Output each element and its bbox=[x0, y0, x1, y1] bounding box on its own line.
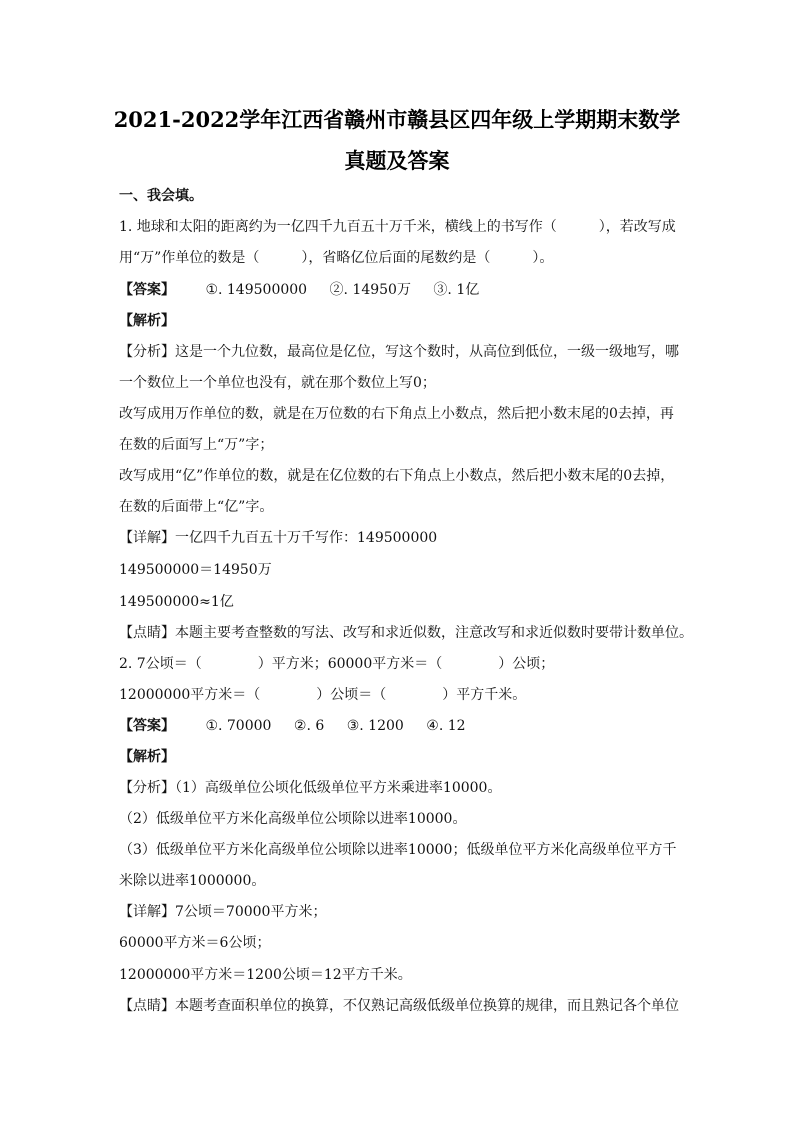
question-1-comment: 【点睛】本题主要考查整数的写法、改写和求近似数，注意改写和求近似数时要带计数单位。 bbox=[119, 625, 693, 641]
answer-item: ②. 6 bbox=[293, 718, 325, 734]
question-1-line-2: 用“万”作单位的数是（ ），省略亿位后面的尾数约是（ ）。 bbox=[119, 250, 554, 266]
question-1-fenxi-line-2: 一个数位上一个单位也没有，就在那个数位上写0； bbox=[119, 375, 436, 391]
answer-item: ①. 149500000 bbox=[205, 282, 308, 298]
question-1-line-1: 1. 地球和太阳的距离约为一亿四千九百五十万千米，横线上的书写作（ ），若改写成 bbox=[119, 219, 676, 235]
section-heading: 一、我会填。 bbox=[119, 188, 203, 204]
question-1-analysis-label: 【解析】 bbox=[119, 313, 175, 329]
answer-label: 【答案】 bbox=[119, 718, 175, 734]
document-title-line-1: 2021-2022学年江西省赣州市赣县区四年级上学期期末数学 bbox=[113, 107, 681, 132]
answer-item: ②. 14950万 bbox=[329, 282, 411, 298]
question-2-answer bbox=[119, 717, 466, 735]
question-1-detail-line-1: 【详解】一亿四千九百五十万千写作：149500000 bbox=[119, 530, 438, 546]
question-2-fenxi-line-1: 【分析】（1）高级单位公顷化低级单位平方米乘进率10000。 bbox=[119, 780, 502, 796]
answer-item: ③. 1亿 bbox=[433, 282, 480, 298]
answer-item: ④. 12 bbox=[426, 718, 466, 734]
question-2-detail-line-1: 【详解】7公顷＝70000平方米； bbox=[119, 904, 327, 920]
question-2-fenxi-line-2: （2）低级单位平方米化高级单位公顷除以进率10000。 bbox=[119, 811, 467, 827]
question-1-fenxi-line-4: 在数的后面写上“万”字； bbox=[119, 437, 274, 453]
question-1-fenxi-line-3: 改写成用万作单位的数，就是在万位数的右下角点上小数点，然后把小数末尾的0去掉，再 bbox=[119, 406, 674, 422]
document-title-line-2: 真题及答案 bbox=[344, 148, 450, 173]
answer-label: 【答案】 bbox=[119, 282, 175, 298]
question-2-analysis-label: 【解析】 bbox=[119, 749, 175, 765]
question-1-answer bbox=[119, 281, 479, 299]
question-2-comment: 【点睛】本题考查面积单位的换算，不仅熟记高级低级单位换算的规律，而且熟记各个单位 bbox=[119, 998, 679, 1014]
question-1-fenxi-line-1: 【分析】这是一个九位数，最高位是亿位，写这个数时，从高位到低位，一级一级地写，哪 bbox=[119, 344, 679, 360]
question-1-detail-line-2: 149500000＝14950万 bbox=[119, 562, 272, 578]
answer-item: ①. 70000 bbox=[205, 718, 272, 734]
question-2-fenxi-line-4: 米除以进率1000000。 bbox=[119, 873, 266, 889]
question-2-detail-line-2: 60000平方米＝6公顷； bbox=[119, 935, 271, 951]
question-2-detail-line-3: 12000000平方米＝1200公顷＝12平方千米。 bbox=[119, 967, 412, 983]
answer-item: ③. 1200 bbox=[346, 718, 404, 734]
question-2-line-1: 2. 7公顷＝（ ）平方米；60000平方米＝（ ）公顷； bbox=[119, 656, 555, 672]
question-2-line-2: 12000000平方米＝（ ）公顷＝（ ）平方千米。 bbox=[119, 687, 527, 703]
question-2-fenxi-line-3: （3）低级单位平方米化高级单位公顷除以进率10000；低级单位平方米化高级单位平方千 bbox=[119, 842, 677, 858]
question-1-fenxi-line-6: 在数的后面带上“亿”字。 bbox=[119, 499, 274, 515]
question-1-detail-line-3: 149500000≈1亿 bbox=[119, 594, 234, 610]
question-1-fenxi-line-5: 改写成用“亿”作单位的数，就是在亿位数的右下角点上小数点，然后把小数末尾的0去掉， bbox=[119, 468, 675, 484]
